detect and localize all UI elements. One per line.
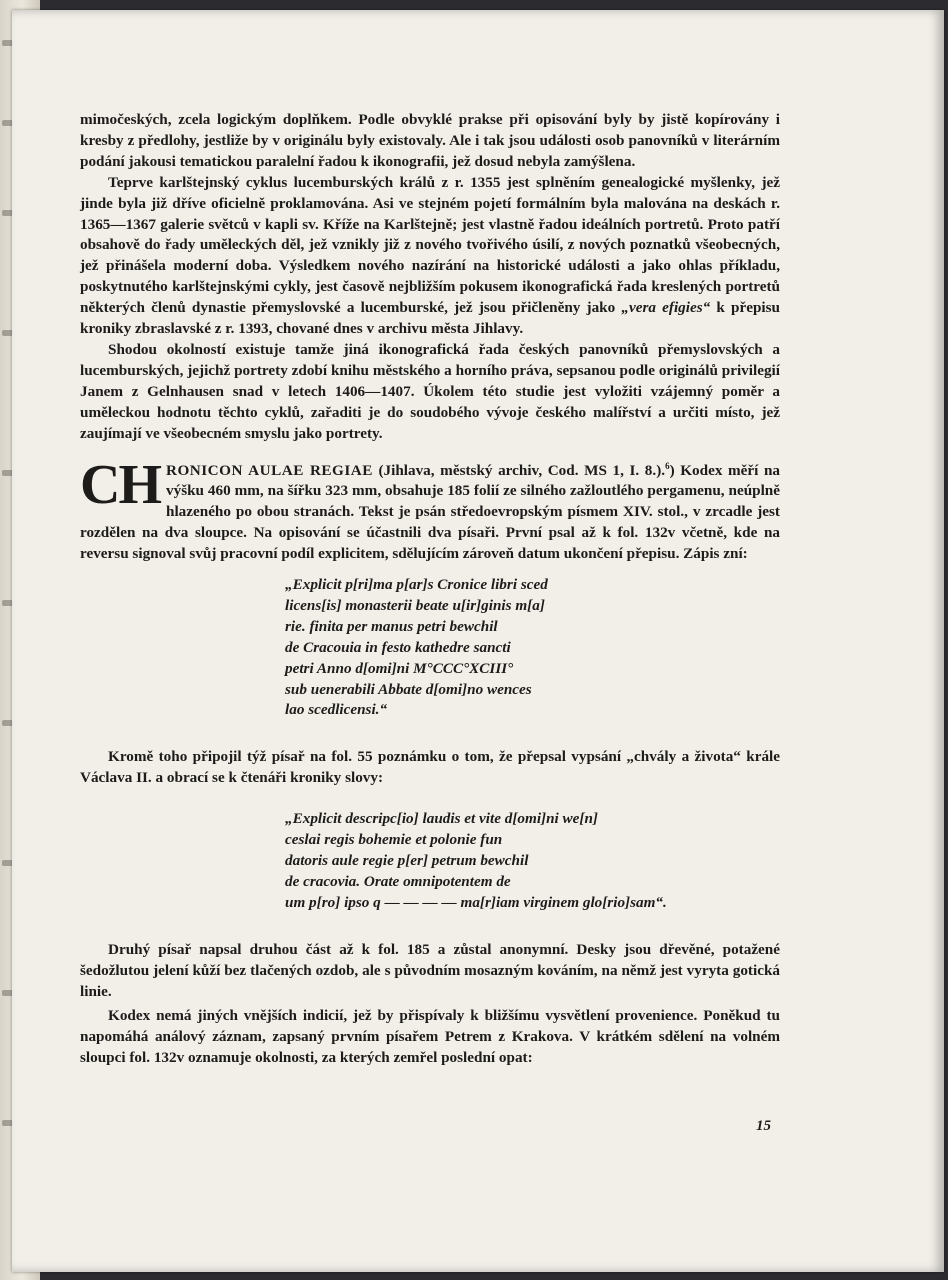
paragraph-2 (80, 173, 780, 340)
paragraph-4-text-b: ) Kodex měří na výšku 460 mm, na šířku 323 mm, obsahuje 185 folií ze silného zažloutlého pergamenu, neúplně hlazeného po obou stranách. Tekst je psán středoevropským písmem XIV. stol., v zrcadle jest rozdělen na dva sloupce. Na opisování se účastnili dva písaři. První psal až k fol. 132v včetně, kde na reversu signoval svůj pracovní podíl explicitem, sdělujícím zároveň datum ukončení přepisu. Zápis zní: (80, 461, 781, 563)
paragraph-2-text-a: Teprve karlštejnský cyklus lucemburských králů z r. 1355 jest splněním genealogické myšlenky, jež jinde byla již dříve oficielně proklamována. Asi ve stejném pojetí formálním byla malována na deskách r. 1365—1367 galerie světců v kapli sv. Kříže na Karlštejně; jest vlastně řadou ideálních portretů. Proto patří obsahově do řady uměleckých děl, jež vznikly již z nového tvořivého úsilí, z nových poznatků všeobecných, jež přinášela moderní doba. Výsledkem nového nazírání na historické události a jako ohlas příkladu, poskytnutého karlštejnskými cykly, jest časově nejbližším pokusem ikonografická řada kreslených portretů některých členů dynastie přemyslovské a lucemburské, jež jsou přičleněny jako (80, 173, 780, 317)
paragraph-6: Druhý písař napsal druhou část až k fol. 185 a zůstal anonymní. Desky jsou dřevěné, potažené šedožlutou jelení kůží bez tlačených ozdob, ale s původním mosazným kováním, na němž jest vyryta gotická linie. (80, 940, 780, 1000)
quote-line: rie. finita per manus petri bewchil (285, 617, 498, 635)
quote-line: petri Anno d[omi]ni M°CCC°XCIII° (285, 659, 514, 677)
explicit-quote-2 (285, 809, 705, 914)
paragraph-5: Kromě toho připojil týž písař na fol. 55 poznámku o tom, že přepsal vypsání „chvály a života“ krále Václava II. a obrací se k čtenáři kroniky slovy: (80, 748, 780, 787)
footnote-ref: 6 (665, 460, 670, 471)
paragraph-3: Shodou okolností existuje tamže jiná ikonografická řada českých panovníků přemyslovských a lucemburských, jejichž portrety zdobí knihu městského a horního práva, sepsanou podle originálů privilegií Janem z Gelnhausen snad v letech 1406—1407. Úkolem této studie jest vyložiti vzájemný poměr a uměleckou hodnotu těchto cyklů, zařaditi je do soudobého vývoje českého malířství a určiti místo, jež zaujímají ve všeobecném smyslu jako portrety. (80, 340, 780, 442)
paragraph-4 (80, 453, 781, 566)
quote-line: lao scedlicensi.“ (285, 701, 388, 719)
quote-line: datoris aule regie p[er] petrum bewchil (285, 852, 529, 869)
quote-line: ceslai regis bohemie et polonie fun (285, 831, 503, 849)
paragraph-4-text-a: (Jihlava, městský archiv, Cod. MS 1, I. 8.). (372, 461, 666, 479)
page-text (80, 110, 780, 1069)
page-number: 15 (756, 1118, 771, 1134)
paragraph-2-text-b: k přepisu kroniky zbraslavské z r. 1393, chované dnes v archivu města Jihlavy. (80, 299, 780, 338)
quote-line: de cracovia. Orate omnipotentem de (285, 872, 511, 890)
quote-line: licens[is] monasterii beate u[ir]ginis m[a] (285, 596, 545, 614)
paragraph-1: mimočeských, zcela logickým doplňkem. Podle obvyklé prakse při opisování byly by jistě kopírovány i kresby z předlohy, jestliže by v originálu byly existovaly. Ale i tak jsou události osob panovníků v literárním podání jakousi tematickou paralelní řadou k ikonografii, jež dosud nebyla zamýšlena. (80, 111, 780, 170)
explicit-quote-1 (285, 575, 705, 721)
quote-line: „Explicit descripc[io] laudis et vite d[omi]ni we[n] (285, 810, 598, 828)
vera-efigies-quote: „vera efigies“ (621, 299, 711, 317)
book-page (12, 10, 944, 1272)
quote-line: um p[ro] ipso q — — — — ma[r]iam virginem glo[rio]sam“. (285, 893, 667, 911)
quote-line: de Cracouia in festo kathedre sancti (285, 638, 511, 656)
paragraph-7: Kodex nemá jiných vnějších indicií, jež by přispívaly k bližšímu vysvětlení provenience. Poněkud tu napomáhá análový záznam, zapsaný prvním písařem Petrem z Krakova. V krátkém sdělení na volném sloupci fol. 132v oznamuje okolnosti, za kterých zemřel poslední opat: (80, 1007, 780, 1067)
quote-line: „Explicit p[ri]ma p[ar]s Cronice libri sced (285, 576, 548, 594)
quote-line: sub uenerabili Abbate d[omi]no wences (285, 680, 532, 698)
drop-cap: CH (80, 453, 160, 516)
codex-title: RONICON AULAE REGIAE (166, 461, 373, 479)
